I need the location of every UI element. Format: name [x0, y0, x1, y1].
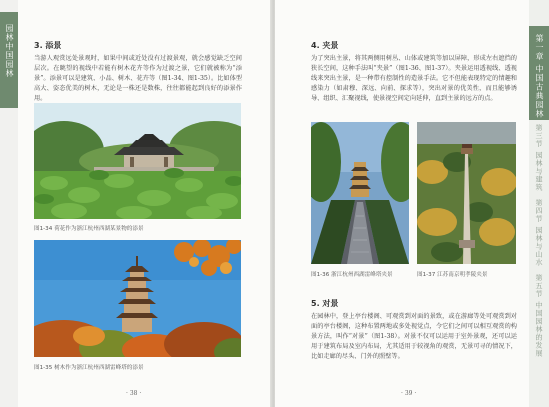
caption-1-37: 图1-37 江苏南京明孝陵夹景 [417, 272, 488, 278]
right-tab-item: 第五节 中国园林的发展 [535, 274, 543, 358]
right-tab-text: 第一章 中国古典园林 [535, 34, 544, 119]
left-chapter-mark [0, 12, 18, 108]
mingxiaoling-aerial-illustration [417, 122, 516, 264]
caption-1-34: 图1-34 荷花作为浙江杭州西湖某景物的添景 [34, 226, 144, 232]
caption-1-36: 图1-36 浙江杭州西湖雷峰塔夹景 [311, 272, 393, 278]
page-number-left: · 38 · [126, 390, 142, 397]
pagoda-trees-illustration [34, 240, 241, 357]
right-page [275, 0, 549, 407]
figure-1-34 [34, 103, 241, 219]
right-chapter-mark [529, 26, 549, 120]
heading-tianjing: 3. 添景 [34, 41, 62, 50]
right-tab-item: 第三节 园林与建筑 [535, 124, 543, 192]
right-tab-list [534, 124, 544, 358]
left-chapter-tab [0, 0, 18, 407]
page-number-right: · 39 · [401, 390, 417, 397]
escalator-pagoda-illustration [311, 122, 409, 264]
lotus-pavilion-illustration [34, 103, 241, 219]
figure-1-37 [417, 122, 516, 264]
caption-1-35: 图1-35 树木作为浙江杭州西湖雷峰塔的添景 [34, 365, 144, 371]
heading-jiajing: 4. 夹景 [311, 41, 339, 50]
left-tab-text: 园林中国园林 [5, 24, 14, 78]
right-tab-item: 第四节 园林与山水 [535, 199, 543, 267]
left-page [0, 0, 272, 407]
para-tianjing: 当游人观赏远处景观时，如果中间或近处没有过渡景观，就会感觉缺乏空间层次。在眺望的视线中若能有树木花卉等作为过渡之景，它们就被称为“添景”。添景可以是建筑、小品、树木、花卉等（图1-34、图1-35）。比如体型高大、姿态优美的树木，无论是一株还是数株，往往都能起到良好的添景作用。 [34, 55, 242, 102]
figure-1-35 [34, 240, 241, 357]
right-chapter-tab [529, 0, 549, 407]
heading-duijing: 5. 对景 [311, 299, 339, 308]
figure-1-36 [311, 122, 409, 264]
para-jiajing: 为了突出主景，将其两侧用树丛、山体或建筑等加以屏障，形成左右遮挡的狭长空间，这种手法叫“夹景”（图1-36、图1-37）。夹景运用透视线、透视线来突出主景，是一种带有控制性的造景手法。它不但能表现特定的情趣和感染力（如肃穆、深远、向前、探求等），突出对景的优美性，而且能够诱导、组织、汇聚视线，使景视空间定向延伸，直到主景的远方的点。 [311, 55, 517, 102]
para-duijing: 在园林中，登上亭台楼阁、可观赏到对面的景致，或在游廊等处可观赏到对面的亭台楼阁，这种布置两地或多处视觉点，令它们之间可以相互观赏的构景方法，叫作“对景”（图1-38）。对景不仅可以运用于室外景观，还可以运用于建筑布局及室内布局，尤其适用于较视角的观赏，无景可寻的情况下，比如走廊的尽头、门外的照壁等。 [311, 313, 517, 360]
